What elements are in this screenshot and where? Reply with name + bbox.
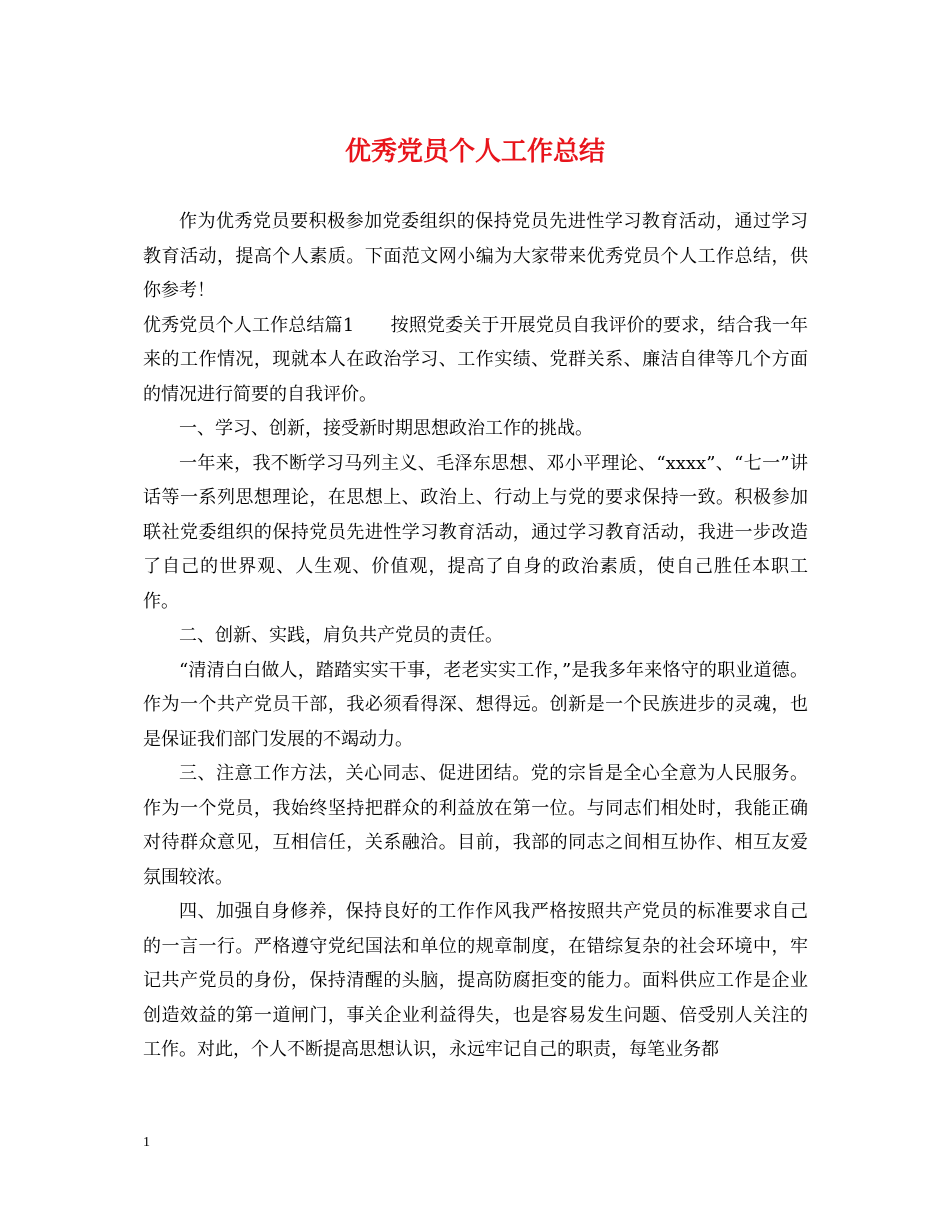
paragraph-intro: 作为优秀党员要积极参加党委组织的保持党员先进性学习教育活动，通过学习教育活动，提高个人素质。下面范文网小编为大家带来优秀党员个人工作总结，供你参考！	[143, 211, 808, 301]
paragraph-study: 一年来，我不断学习马列主义、毛泽东思想、邓小平理论、“xxxx”、“七一”讲话等一系列思想理论，在思想上、政治上、行动上与党的要求保持一致。积极参加联社党委组织的保持党员先进性学习教育活动，通过学习教育活动，我进一步改造了自己的世界观、人生观、价值观，提高了自身的政治素质，使自己胜任本职工作。	[143, 452, 808, 612]
page-number: 1	[143, 1135, 150, 1150]
paragraph-heading-2: 二、创新、实践，肩负共产党员的责任。	[179, 625, 503, 646]
paragraph-ethics: “清清白白做人，踏踏实实干事，老老实实工作，”是我多年来恪守的职业道德。作为一个共产党员干部，我必须看得深、想得远。创新是一个民族进步的灵魂，也是保证我们部门发展的不竭动力。	[143, 659, 808, 750]
paragraph-heading-1: 一、学习、创新，接受新时期思想政治工作的挑战。	[179, 418, 593, 439]
document-title: 优秀党员个人工作总结	[344, 137, 605, 167]
document-body	[143, 205, 808, 1068]
paragraph-heading-3: 三、注意工作方法，关心同志、促进团结。党的宗旨是全心全意为人民服务。作为一个党员，我始终坚持把群众的利益放在第一位。与同志们相处时，我能正确对待群众意见，互相信任，关系融洽。目前，我部的同志之间相互协作、相互友爱氛围较浓。	[143, 763, 808, 888]
paragraph-heading-4: 四、加强自身修养，保持良好的工作作风我严格按照共产党员的标准要求自己的一言一行。严格遵守党纪国法和单位的规章制度，在错综复杂的社会环境中，牢记共产党员的身份，保持清醒的头脑，提高防腐拒变的能力。面料供应工作是企业创造效益的第一道闸门，事关企业利益得失，也是容易发生问题、倍受别人关注的工作。对此，个人不断提高思想认识，永远牢记自己的职责，每笔业务都	[143, 901, 808, 1060]
paragraph-section-1-opening: 优秀党员个人工作总结篇1 按照党委关于开展党员自我评价的要求，结合我一年来的工作情况，现就本人在政治学习、工作实绩、党群关系、廉洁自律等几个方面的情况进行简要的自我评价。	[143, 314, 808, 405]
